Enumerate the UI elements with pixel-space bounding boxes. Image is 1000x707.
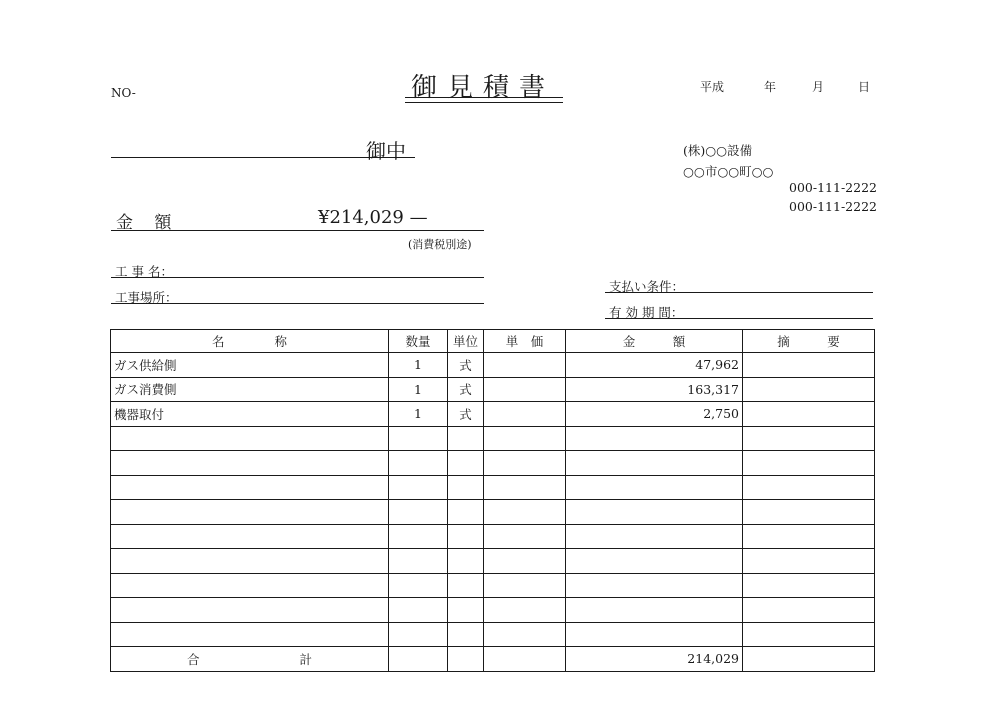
- item-unit-price[interactable]: [484, 549, 566, 574]
- table-row: [111, 402, 875, 427]
- item-remarks[interactable]: [743, 426, 875, 451]
- project-name-line[interactable]: [111, 277, 484, 278]
- total-qty-cell: [389, 647, 448, 672]
- item-unit-price[interactable]: [484, 402, 566, 427]
- item-unit-price[interactable]: [484, 500, 566, 525]
- total-remarks-cell: [743, 647, 875, 672]
- payment-terms-line[interactable]: [605, 292, 873, 293]
- item-amount[interactable]: [566, 598, 743, 623]
- item-qty[interactable]: [389, 475, 448, 500]
- table-row: [111, 622, 875, 647]
- item-remarks[interactable]: [743, 598, 875, 623]
- item-remarks[interactable]: [743, 524, 875, 549]
- item-remarks[interactable]: [743, 573, 875, 598]
- item-qty[interactable]: 1: [389, 402, 448, 427]
- item-qty[interactable]: [389, 598, 448, 623]
- item-qty[interactable]: 1: [389, 377, 448, 402]
- item-remarks[interactable]: [743, 622, 875, 647]
- date-day: 日: [858, 80, 871, 94]
- item-unit[interactable]: [448, 524, 484, 549]
- amount-value: ¥214,029 —: [318, 207, 428, 228]
- item-unit[interactable]: [448, 475, 484, 500]
- item-name[interactable]: [111, 524, 389, 549]
- item-qty[interactable]: [389, 622, 448, 647]
- table-row: [111, 353, 875, 378]
- item-name[interactable]: [111, 622, 389, 647]
- amount-label: 金 額: [116, 213, 180, 233]
- item-unit[interactable]: 式: [448, 353, 484, 378]
- item-amount[interactable]: [566, 451, 743, 476]
- estimate-items-table: [110, 329, 875, 672]
- item-amount[interactable]: [566, 549, 743, 574]
- item-unit-price[interactable]: [484, 622, 566, 647]
- item-remarks[interactable]: [743, 451, 875, 476]
- item-remarks[interactable]: [743, 549, 875, 574]
- item-name[interactable]: ガス消費側: [111, 377, 389, 402]
- header-remarks: 摘 要: [743, 330, 875, 353]
- total-amount: 214,029: [566, 647, 743, 672]
- item-unit-price[interactable]: [484, 524, 566, 549]
- item-qty[interactable]: [389, 573, 448, 598]
- item-name[interactable]: ガス供給側: [111, 353, 389, 378]
- item-name[interactable]: [111, 598, 389, 623]
- item-unit[interactable]: [448, 622, 484, 647]
- item-name[interactable]: [111, 475, 389, 500]
- total-label: 合 計: [111, 647, 389, 672]
- table-row: [111, 573, 875, 598]
- header-name: 名 称: [111, 330, 389, 353]
- item-unit[interactable]: [448, 426, 484, 451]
- item-qty[interactable]: 1: [389, 353, 448, 378]
- table-row: [111, 524, 875, 549]
- date-era: 平成: [700, 80, 725, 94]
- project-site-line[interactable]: [111, 303, 484, 304]
- item-name[interactable]: 機器取付: [111, 402, 389, 427]
- payment-terms-label: 支払い条件：: [609, 279, 685, 294]
- table-row: [111, 500, 875, 525]
- total-unit-cell: [448, 647, 484, 672]
- item-unit-price[interactable]: [484, 451, 566, 476]
- document-number: NO-: [111, 86, 136, 100]
- issuer-fax: 000-111-2222: [789, 199, 877, 214]
- item-remarks[interactable]: [743, 500, 875, 525]
- issuer-address: ○○市○○町○○: [683, 164, 774, 179]
- item-qty[interactable]: [389, 426, 448, 451]
- item-amount[interactable]: [566, 524, 743, 549]
- table-header-row: [111, 330, 875, 353]
- item-unit-price[interactable]: [484, 426, 566, 451]
- item-unit[interactable]: [448, 598, 484, 623]
- project-name-label: 工 事 名：: [115, 264, 173, 279]
- validity-label: 有 効 期 間：: [609, 305, 684, 320]
- item-amount[interactable]: [566, 573, 743, 598]
- item-unit[interactable]: 式: [448, 377, 484, 402]
- item-amount[interactable]: 47,962: [566, 353, 743, 378]
- table-row: [111, 549, 875, 574]
- item-unit[interactable]: 式: [448, 402, 484, 427]
- item-unit[interactable]: [448, 549, 484, 574]
- header-unit: 単位: [448, 330, 484, 353]
- item-unit-price[interactable]: [484, 598, 566, 623]
- item-unit-price[interactable]: [484, 573, 566, 598]
- item-unit-price[interactable]: [484, 353, 566, 378]
- item-name[interactable]: [111, 426, 389, 451]
- item-amount[interactable]: [566, 426, 743, 451]
- item-name[interactable]: [111, 573, 389, 598]
- table-row: [111, 377, 875, 402]
- item-unit[interactable]: [448, 500, 484, 525]
- item-qty[interactable]: [389, 451, 448, 476]
- item-qty[interactable]: [389, 524, 448, 549]
- amount-underline: [111, 230, 484, 231]
- table-row: [111, 451, 875, 476]
- document-title: 御見積書: [411, 73, 556, 103]
- item-remarks[interactable]: [743, 475, 875, 500]
- table-row: [111, 598, 875, 623]
- table-row: [111, 426, 875, 451]
- item-unit[interactable]: [448, 451, 484, 476]
- item-remarks[interactable]: [743, 377, 875, 402]
- item-remarks[interactable]: [743, 402, 875, 427]
- item-unit[interactable]: [448, 573, 484, 598]
- tax-note: (消費税別途): [408, 238, 472, 251]
- item-unit-price[interactable]: [484, 475, 566, 500]
- table-total-row: [111, 647, 875, 672]
- date-month: 月: [812, 80, 825, 94]
- item-remarks[interactable]: [743, 353, 875, 378]
- table-row: [111, 475, 875, 500]
- item-name[interactable]: [111, 500, 389, 525]
- validity-line[interactable]: [605, 318, 873, 319]
- item-qty[interactable]: [389, 500, 448, 525]
- title-double-underline: [405, 97, 563, 103]
- header-qty: 数量: [389, 330, 448, 353]
- header-unit-price: 単 価: [484, 330, 566, 353]
- item-amount[interactable]: [566, 622, 743, 647]
- item-name[interactable]: [111, 451, 389, 476]
- issuer-phone: 000-111-2222: [789, 180, 877, 195]
- item-amount[interactable]: 163,317: [566, 377, 743, 402]
- item-amount[interactable]: [566, 500, 743, 525]
- item-unit-price[interactable]: [484, 377, 566, 402]
- item-qty[interactable]: [389, 549, 448, 574]
- item-amount[interactable]: 2,750: [566, 402, 743, 427]
- client-suffix: 御中: [366, 139, 406, 163]
- issuer-company: (株)○○設備: [683, 143, 753, 158]
- item-name[interactable]: [111, 549, 389, 574]
- total-unit-price-cell: [484, 647, 566, 672]
- item-amount[interactable]: [566, 475, 743, 500]
- project-site-label: 工事場所：: [115, 290, 178, 305]
- date-year: 年: [764, 80, 777, 94]
- header-amount: 金 額: [566, 330, 743, 353]
